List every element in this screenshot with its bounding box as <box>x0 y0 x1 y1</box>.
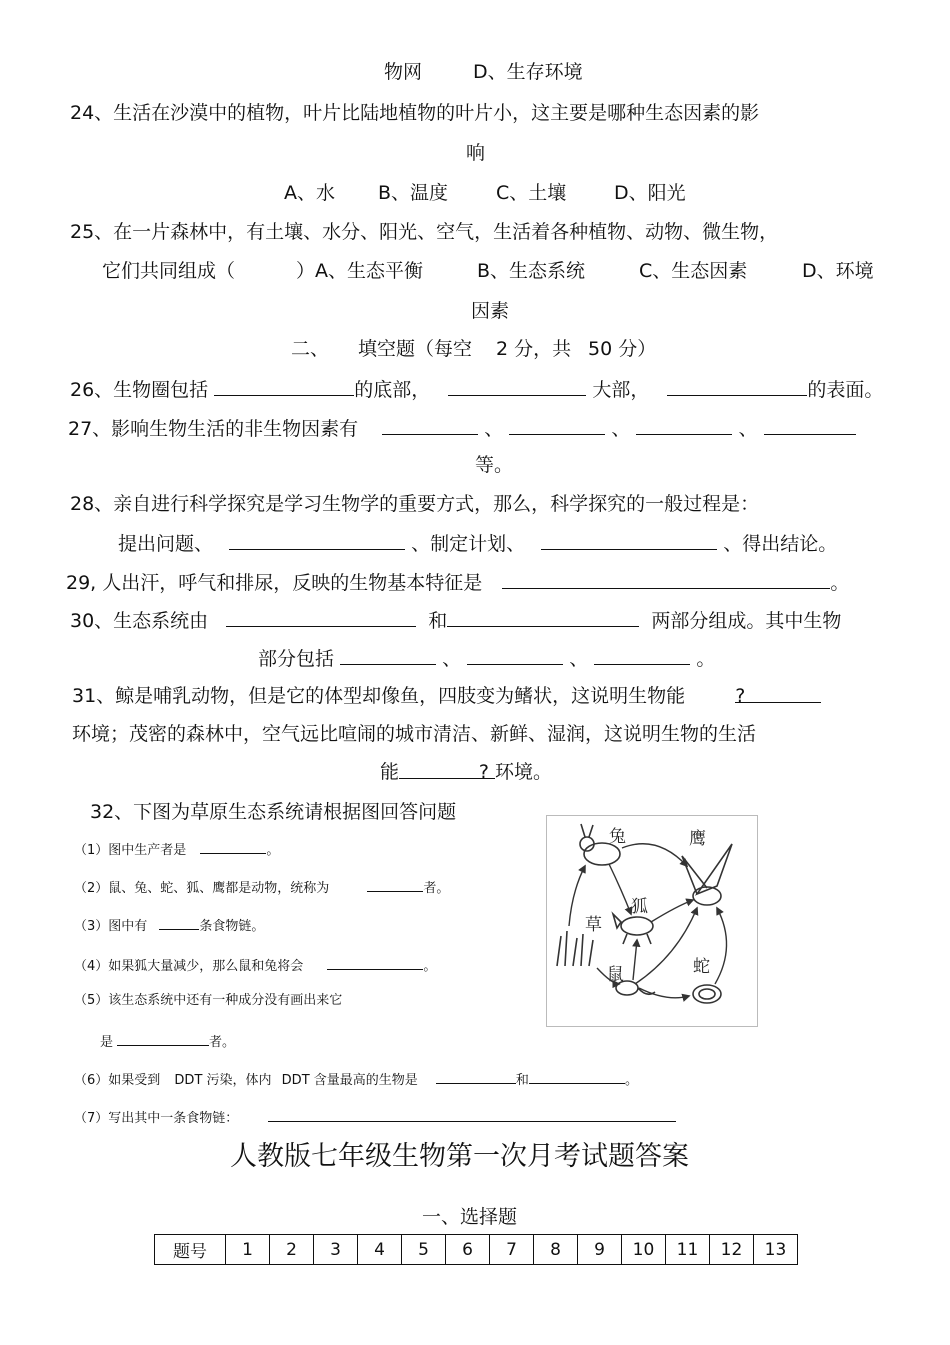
q30-stem: 30、生态系统由 <box>70 610 209 632</box>
table-cell: 13 <box>754 1235 798 1265</box>
q28-step-3: 、制定计划、 <box>411 533 526 555</box>
q26-blank-3[interactable] <box>667 377 807 396</box>
q31-line1 <box>72 684 821 708</box>
q27-blank-3[interactable] <box>636 416 732 435</box>
fig-label-fox: 狐 <box>631 897 648 917</box>
table-row <box>155 1235 798 1265</box>
q28-step-5: 、得出结论。 <box>723 533 838 555</box>
q30-blank-3[interactable] <box>340 646 436 665</box>
q24-stem-line1: 24、生活在沙漠中的植物，叶片比陆地植物的叶片小，这主要是哪种生态因素的影 <box>70 102 760 124</box>
food-web-figure <box>546 815 758 1027</box>
q26-blank-2[interactable] <box>448 377 586 396</box>
fig-label-snake: 蛇 <box>693 957 710 977</box>
q28-blank-2[interactable] <box>541 531 717 550</box>
q32-sub-2-end: 者。 <box>423 881 450 896</box>
q31-question-mark-1: ? <box>735 685 746 707</box>
q32-sub-3-blank[interactable] <box>159 916 199 930</box>
table-header-cell: 题号 <box>155 1235 226 1265</box>
section-2-total: 50 分） <box>588 338 657 360</box>
q26-part-d: 的表面。 <box>807 379 884 401</box>
table-cell: 1 <box>226 1235 270 1265</box>
q32-sub-3-end: 条食物链。 <box>199 919 265 934</box>
q27-sep-2: 、 <box>611 418 631 440</box>
q27-blank-1[interactable] <box>382 416 478 435</box>
q31-part-c: 能 <box>380 761 400 783</box>
table-cell: 6 <box>446 1235 490 1265</box>
table-cell: 5 <box>402 1235 446 1265</box>
q27-text <box>68 416 856 441</box>
fig-label-grass: 草 <box>585 915 602 935</box>
q28-step-1: 提出问题、 <box>118 533 214 555</box>
q32-sub-1-end: 。 <box>266 843 280 858</box>
q32-sub-5-line2 <box>100 1032 235 1052</box>
q32-sub-6-text-a: （6）如果受到 <box>74 1073 161 1088</box>
q30-blank-1[interactable] <box>226 608 416 627</box>
q29-end: 。 <box>830 572 850 594</box>
table-cell: 9 <box>578 1235 622 1265</box>
q31-stem: 31、鲸是哺乳动物，但是它的体型却像鱼，四肢变为鳍状，这说明生物能 <box>72 685 686 707</box>
q32-sub-2 <box>74 878 449 898</box>
q32-sub-5-end: 者。 <box>209 1035 236 1050</box>
fig-label-rabbit: 兔 <box>609 827 626 847</box>
q28-blank-1[interactable] <box>229 531 405 550</box>
q32-sub-3 <box>74 916 264 936</box>
table-cell: 11 <box>666 1235 710 1265</box>
q30-sep-1: 、 <box>442 648 462 670</box>
q25-stem-line1: 25、在一片森林中，有土壤、水分、阳光、空气，生活着各种植物、动物、微生物， <box>70 221 779 243</box>
q29-stem: 29, 人出汗，呼气和排尿，反映的生物基本特征是 <box>66 572 483 594</box>
section-2-title: 填空题（每空 <box>358 338 473 360</box>
q24-option-a: A、水 <box>284 182 335 204</box>
answer-title: 人教版七年级生物第一次月考试题答案 <box>230 1141 689 1172</box>
q32-sub-2-blank[interactable] <box>367 878 423 892</box>
q30-line1 <box>70 608 841 633</box>
q32-sub-4-blank[interactable] <box>327 956 423 970</box>
grass-drawing <box>557 931 593 966</box>
answer-table <box>154 1234 798 1265</box>
q25-stem-line2: 它们共同组成（ <box>102 260 236 282</box>
q26-part-c: 大部， <box>592 379 650 401</box>
q32-sub-1-blank[interactable] <box>200 840 266 854</box>
fox-drawing <box>613 914 653 944</box>
section-2-number: 二、 <box>291 338 330 360</box>
q32-sub-6-blank-2[interactable] <box>529 1070 625 1084</box>
snake-drawing <box>693 985 721 1003</box>
q31-line3 <box>380 760 552 784</box>
q29-text <box>66 570 849 595</box>
table-cell: 10 <box>622 1235 666 1265</box>
q24-option-b: B、温度 <box>378 182 449 204</box>
q30-and: 和 <box>428 610 448 632</box>
q30-blank-4[interactable] <box>467 646 563 665</box>
table-cell: 7 <box>490 1235 534 1265</box>
q30-part-c: 两部分组成。其中生物 <box>651 610 842 632</box>
answer-section-title: 一、选择题 <box>422 1206 518 1228</box>
q28-steps <box>118 531 837 556</box>
q32-sub-1-text: （1）图中生产者是 <box>74 843 187 858</box>
q26-text <box>70 377 883 402</box>
q26-blank-1[interactable] <box>214 377 354 396</box>
q32-sub-6-text-b: DDT 污染，体内 <box>174 1073 272 1088</box>
q31-line2: 环境；茂密的森林中，空气远比喧闹的城市清洁、新鲜、湿润，这说明生物的生活 <box>72 723 757 745</box>
q25-option-b: B、生态系统 <box>477 260 586 282</box>
q32-sub-4-text: （4）如果狐大量减少，那么鼠和兔将会 <box>74 959 304 974</box>
table-cell: 2 <box>270 1235 314 1265</box>
q28-stem: 28、亲自进行科学探究是学习生物学的重要方式，那么，科学探究的一般过程是： <box>70 493 760 515</box>
q32-sub-7-blank[interactable] <box>268 1108 676 1122</box>
q27-sep-1: 、 <box>484 418 504 440</box>
q24-stem-line2: 响 <box>466 142 486 164</box>
q32-sub-3-text: （3）图中有 <box>74 919 148 934</box>
q27-stem: 27、影响生物生活的非生物因素有 <box>68 418 359 440</box>
eagle-drawing <box>682 844 732 905</box>
q32-sub-6-end: 。 <box>624 1073 638 1088</box>
q32-sub-6-text-c: DDT 含量最高的生物是 <box>281 1073 418 1088</box>
fig-label-eagle: 鹰 <box>689 829 706 849</box>
q32-sub-5: （5）该生态系统中还有一种成分没有画出来它 <box>74 993 343 1008</box>
q25-option-a: ）A、生态平衡 <box>296 260 423 282</box>
q30-part-d: 部分包括 <box>258 648 335 670</box>
q23-option-c-tail: 物网 <box>384 61 423 83</box>
fig-label-mouse: 鼠 <box>607 965 624 985</box>
q30-line2 <box>258 646 715 671</box>
q32-title: 32、下图为草原生态系统请根据图回答问题 <box>90 801 457 823</box>
q25-option-d: D、环境 <box>802 260 874 282</box>
q27-sep-3: 、 <box>738 418 758 440</box>
q26-part-b: 的底部， <box>354 379 431 401</box>
q32-sub-6 <box>74 1070 638 1090</box>
q30-blank-2[interactable] <box>447 608 639 627</box>
q27-blank-2[interactable] <box>509 416 605 435</box>
q31-blank-2[interactable] <box>399 760 495 783</box>
q27-end: 等。 <box>475 454 514 476</box>
q32-sub-7 <box>74 1108 676 1128</box>
q23-option-d: D、生存环境 <box>473 61 583 83</box>
q29-blank[interactable] <box>502 570 830 589</box>
q24-option-c: C、土壤 <box>496 182 567 204</box>
q32-sub-5-text: 是 <box>100 1035 114 1050</box>
q24-option-d: D、阳光 <box>614 182 686 204</box>
table-cell: 8 <box>534 1235 578 1265</box>
table-cell: 3 <box>314 1235 358 1265</box>
q27-blank-4[interactable] <box>764 416 856 435</box>
q32-sub-6-blank-1[interactable] <box>436 1070 516 1084</box>
q31-blank-1[interactable] <box>735 684 821 707</box>
q30-blank-5[interactable] <box>594 646 690 665</box>
section-2-points: 2 分，共 <box>496 338 572 360</box>
q25-option-c: C、生态因素 <box>639 260 748 282</box>
q30-end: 。 <box>696 648 716 670</box>
q31-question-mark-2: ? <box>478 761 490 783</box>
q26-stem: 26、生物圈包括 <box>70 379 209 401</box>
q32-sub-6-and: 和 <box>515 1073 529 1088</box>
table-cell: 4 <box>358 1235 402 1265</box>
table-cell: 12 <box>710 1235 754 1265</box>
q25-option-d-tail: 因素 <box>471 300 510 322</box>
q32-sub-1 <box>74 840 279 860</box>
q32-sub-2-text: （2）鼠、兔、蛇、狐、鹰都是动物，统称为 <box>74 881 330 896</box>
q32-sub-4-end: 。 <box>423 959 437 974</box>
q32-sub-5-blank[interactable] <box>117 1032 209 1046</box>
q32-sub-7-text: （7）写出其中一条食物链： <box>74 1111 239 1126</box>
q32-sub-4 <box>74 956 436 976</box>
q30-sep-2: 、 <box>569 648 589 670</box>
q31-part-d: 环境。 <box>495 761 553 783</box>
